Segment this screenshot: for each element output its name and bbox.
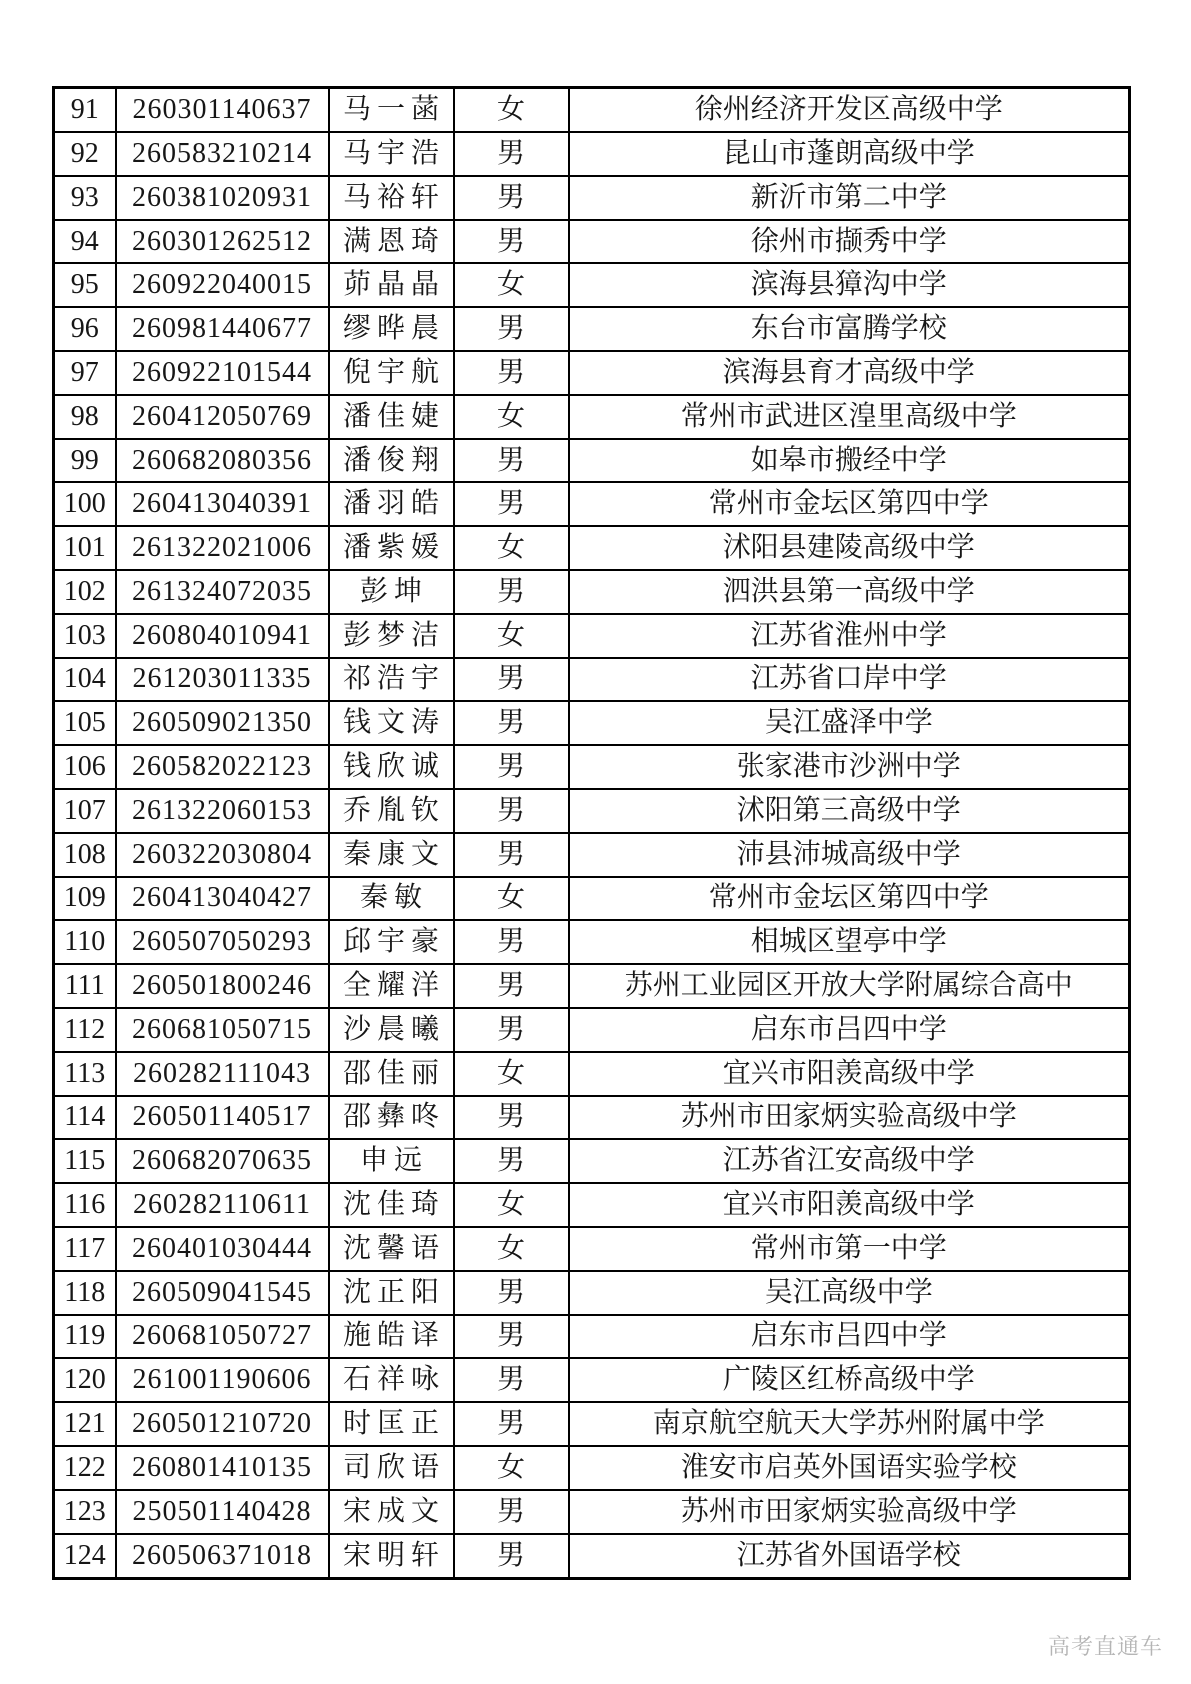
- row-number-cell: 116: [54, 1183, 116, 1227]
- table-row: [54, 351, 1130, 395]
- school-cell: 宜兴市阳羡高级中学: [569, 1052, 1130, 1096]
- exam-number-cell: 260922101544: [116, 351, 329, 395]
- gender-cell: 男: [454, 482, 569, 526]
- school-cell: 广陵区红桥高级中学: [569, 1358, 1130, 1402]
- table-row: [54, 482, 1130, 526]
- table-row: [54, 1052, 1130, 1096]
- row-number-cell: 109: [54, 877, 116, 921]
- gender-cell: 男: [454, 701, 569, 745]
- exam-number-cell: 260801410135: [116, 1446, 329, 1490]
- exam-number-cell: 260507050293: [116, 920, 329, 964]
- exam-number-cell: 260501140517: [116, 1096, 329, 1140]
- row-number-cell: 103: [54, 614, 116, 658]
- gender-cell: 女: [454, 1227, 569, 1271]
- gender-cell: 女: [454, 526, 569, 570]
- student-name-cell: 潘紫媛: [329, 526, 454, 570]
- school-cell: 苏州市田家炳实验高级中学: [569, 1490, 1130, 1534]
- row-number-cell: 104: [54, 658, 116, 702]
- student-name-cell: 宋成文: [329, 1490, 454, 1534]
- student-table-body: [54, 88, 1130, 1579]
- school-cell: 徐州经济开发区高级中学: [569, 88, 1130, 133]
- row-number-cell: 111: [54, 964, 116, 1008]
- table-row: [54, 220, 1130, 264]
- row-number-cell: 123: [54, 1490, 116, 1534]
- gender-cell: 男: [454, 351, 569, 395]
- school-cell: 泗洪县第一高级中学: [569, 570, 1130, 614]
- gender-cell: 男: [454, 1534, 569, 1579]
- student-name-cell: 满恩琦: [329, 220, 454, 264]
- table-row: [54, 132, 1130, 176]
- exam-number-cell: 260922040015: [116, 263, 329, 307]
- gender-cell: 男: [454, 439, 569, 483]
- school-cell: 常州市金坛区第四中学: [569, 482, 1130, 526]
- gender-cell: 男: [454, 570, 569, 614]
- row-number-cell: 118: [54, 1271, 116, 1315]
- row-number-cell: 107: [54, 789, 116, 833]
- exam-number-cell: 261324072035: [116, 570, 329, 614]
- gender-cell: 男: [454, 1139, 569, 1183]
- table-row: [54, 1315, 1130, 1359]
- school-cell: 张家港市沙洲中学: [569, 745, 1130, 789]
- row-number-cell: 102: [54, 570, 116, 614]
- gender-cell: 男: [454, 1315, 569, 1359]
- school-cell: 相城区望亭中学: [569, 920, 1130, 964]
- exam-number-cell: 260412050769: [116, 395, 329, 439]
- student-name-cell: 茆晶晶: [329, 263, 454, 307]
- table-row: [54, 1490, 1130, 1534]
- student-roster-table: [52, 86, 1131, 1580]
- table-row: [54, 1534, 1130, 1579]
- exam-number-cell: 261001190606: [116, 1358, 329, 1402]
- student-name-cell: 邵彝咚: [329, 1096, 454, 1140]
- exam-number-cell: 260282110611: [116, 1183, 329, 1227]
- exam-number-cell: 260381020931: [116, 176, 329, 220]
- row-number-cell: 108: [54, 833, 116, 877]
- school-cell: 滨海县育才高级中学: [569, 351, 1130, 395]
- exam-number-cell: 260413040391: [116, 482, 329, 526]
- school-cell: 新沂市第二中学: [569, 176, 1130, 220]
- exam-number-cell: 260501800246: [116, 964, 329, 1008]
- gender-cell: 女: [454, 88, 569, 133]
- school-cell: 东台市富腾学校: [569, 307, 1130, 351]
- table-row: [54, 1446, 1130, 1490]
- school-cell: 苏州工业园区开放大学附属综合高中: [569, 964, 1130, 1008]
- exam-number-cell: 260582022123: [116, 745, 329, 789]
- exam-number-cell: 261203011335: [116, 658, 329, 702]
- student-name-cell: 钱欣诚: [329, 745, 454, 789]
- row-number-cell: 113: [54, 1052, 116, 1096]
- exam-number-cell: 260682080356: [116, 439, 329, 483]
- exam-number-cell: 260322030804: [116, 833, 329, 877]
- row-number-cell: 93: [54, 176, 116, 220]
- exam-number-cell: 260981440677: [116, 307, 329, 351]
- student-name-cell: 潘羽皓: [329, 482, 454, 526]
- gender-cell: 男: [454, 176, 569, 220]
- student-name-cell: 全耀洋: [329, 964, 454, 1008]
- exam-number-cell: 260681050715: [116, 1008, 329, 1052]
- row-number-cell: 94: [54, 220, 116, 264]
- school-cell: 江苏省外国语学校: [569, 1534, 1130, 1579]
- table-row: [54, 1096, 1130, 1140]
- gender-cell: 男: [454, 658, 569, 702]
- student-name-cell: 秦敏: [329, 877, 454, 921]
- table-row: [54, 526, 1130, 570]
- school-cell: 常州市金坛区第四中学: [569, 877, 1130, 921]
- exam-number-cell: 260583210214: [116, 132, 329, 176]
- school-cell: 苏州市田家炳实验高级中学: [569, 1096, 1130, 1140]
- student-name-cell: 沈佳琦: [329, 1183, 454, 1227]
- gender-cell: 男: [454, 789, 569, 833]
- student-name-cell: 缪晔晨: [329, 307, 454, 351]
- student-name-cell: 邱宇豪: [329, 920, 454, 964]
- school-cell: 滨海县獐沟中学: [569, 263, 1130, 307]
- student-name-cell: 沈正阳: [329, 1271, 454, 1315]
- row-number-cell: 91: [54, 88, 116, 133]
- exam-number-cell: 260301140637: [116, 88, 329, 133]
- school-cell: 吴江高级中学: [569, 1271, 1130, 1315]
- exam-number-cell: 260682070635: [116, 1139, 329, 1183]
- table-row: [54, 1139, 1130, 1183]
- table-row: [54, 789, 1130, 833]
- school-cell: 如皋市搬经中学: [569, 439, 1130, 483]
- table-row: [54, 1183, 1130, 1227]
- student-name-cell: 潘俊翔: [329, 439, 454, 483]
- student-name-cell: 马一菡: [329, 88, 454, 133]
- row-number-cell: 124: [54, 1534, 116, 1579]
- table-row: [54, 395, 1130, 439]
- table-row: [54, 920, 1130, 964]
- exam-number-cell: 260509021350: [116, 701, 329, 745]
- gender-cell: 男: [454, 307, 569, 351]
- student-name-cell: 司欣语: [329, 1446, 454, 1490]
- gender-cell: 男: [454, 1402, 569, 1446]
- gender-cell: 男: [454, 920, 569, 964]
- student-name-cell: 彭坤: [329, 570, 454, 614]
- school-cell: 江苏省江安高级中学: [569, 1139, 1130, 1183]
- school-cell: 南京航空航天大学苏州附属中学: [569, 1402, 1130, 1446]
- row-number-cell: 99: [54, 439, 116, 483]
- student-name-cell: 潘佳婕: [329, 395, 454, 439]
- row-number-cell: 100: [54, 482, 116, 526]
- table-row: [54, 570, 1130, 614]
- row-number-cell: 117: [54, 1227, 116, 1271]
- gender-cell: 男: [454, 1008, 569, 1052]
- student-name-cell: 申远: [329, 1139, 454, 1183]
- table-row: [54, 307, 1130, 351]
- table-row: [54, 964, 1130, 1008]
- gender-cell: 女: [454, 1446, 569, 1490]
- school-cell: 沛县沛城高级中学: [569, 833, 1130, 877]
- gender-cell: 男: [454, 1271, 569, 1315]
- student-name-cell: 钱文涛: [329, 701, 454, 745]
- row-number-cell: 98: [54, 395, 116, 439]
- row-number-cell: 112: [54, 1008, 116, 1052]
- exam-number-cell: 260413040427: [116, 877, 329, 921]
- student-name-cell: 彭梦洁: [329, 614, 454, 658]
- gender-cell: 女: [454, 1052, 569, 1096]
- gender-cell: 男: [454, 833, 569, 877]
- student-name-cell: 沈馨语: [329, 1227, 454, 1271]
- table-row: [54, 439, 1130, 483]
- row-number-cell: 97: [54, 351, 116, 395]
- exam-number-cell: 260804010941: [116, 614, 329, 658]
- watermark-text: 高考直通车: [1047, 1634, 1163, 1659]
- school-cell: 江苏省口岸中学: [569, 658, 1130, 702]
- table-row: [54, 658, 1130, 702]
- school-cell: 沭阳第三高级中学: [569, 789, 1130, 833]
- school-cell: 江苏省淮州中学: [569, 614, 1130, 658]
- student-name-cell: 时匡正: [329, 1402, 454, 1446]
- table-row: [54, 1008, 1130, 1052]
- row-number-cell: 110: [54, 920, 116, 964]
- row-number-cell: 119: [54, 1315, 116, 1359]
- student-name-cell: 倪宇航: [329, 351, 454, 395]
- exam-number-cell: 260501210720: [116, 1402, 329, 1446]
- exam-number-cell: 261322021006: [116, 526, 329, 570]
- row-number-cell: 96: [54, 307, 116, 351]
- row-number-cell: 106: [54, 745, 116, 789]
- gender-cell: 男: [454, 745, 569, 789]
- row-number-cell: 105: [54, 701, 116, 745]
- table-row: [54, 1402, 1130, 1446]
- table-row: [54, 1358, 1130, 1402]
- student-name-cell: 邵佳丽: [329, 1052, 454, 1096]
- table-row: [54, 263, 1130, 307]
- student-name-cell: 祁浩宇: [329, 658, 454, 702]
- school-cell: 昆山市蓬朗高级中学: [569, 132, 1130, 176]
- gender-cell: 女: [454, 877, 569, 921]
- table-row: [54, 1271, 1130, 1315]
- gender-cell: 女: [454, 263, 569, 307]
- table-row: [54, 701, 1130, 745]
- student-name-cell: 马宇浩: [329, 132, 454, 176]
- school-cell: 徐州市撷秀中学: [569, 220, 1130, 264]
- gender-cell: 男: [454, 1490, 569, 1534]
- exam-number-cell: 260681050727: [116, 1315, 329, 1359]
- row-number-cell: 115: [54, 1139, 116, 1183]
- student-name-cell: 沙晨曦: [329, 1008, 454, 1052]
- row-number-cell: 101: [54, 526, 116, 570]
- table-row: [54, 833, 1130, 877]
- exam-number-cell: 260282111043: [116, 1052, 329, 1096]
- table-row: [54, 745, 1130, 789]
- exam-number-cell: 260301262512: [116, 220, 329, 264]
- gender-cell: 男: [454, 1358, 569, 1402]
- student-name-cell: 石祥咏: [329, 1358, 454, 1402]
- exam-number-cell: 261322060153: [116, 789, 329, 833]
- gender-cell: 女: [454, 395, 569, 439]
- school-cell: 启东市吕四中学: [569, 1315, 1130, 1359]
- table-row: [54, 176, 1130, 220]
- gender-cell: 男: [454, 964, 569, 1008]
- exam-number-cell: 250501140428: [116, 1490, 329, 1534]
- table-row: [54, 614, 1130, 658]
- student-name-cell: 乔胤钦: [329, 789, 454, 833]
- row-number-cell: 92: [54, 132, 116, 176]
- gender-cell: 女: [454, 1183, 569, 1227]
- student-name-cell: 施皓译: [329, 1315, 454, 1359]
- exam-number-cell: 260506371018: [116, 1534, 329, 1579]
- student-name-cell: 秦康文: [329, 833, 454, 877]
- school-cell: 淮安市启英外国语实验学校: [569, 1446, 1130, 1490]
- gender-cell: 男: [454, 1096, 569, 1140]
- row-number-cell: 114: [54, 1096, 116, 1140]
- student-name-cell: 马裕轩: [329, 176, 454, 220]
- school-cell: 沭阳县建陵高级中学: [569, 526, 1130, 570]
- row-number-cell: 95: [54, 263, 116, 307]
- student-name-cell: 宋明轩: [329, 1534, 454, 1579]
- school-cell: 吴江盛泽中学: [569, 701, 1130, 745]
- gender-cell: 男: [454, 132, 569, 176]
- gender-cell: 女: [454, 614, 569, 658]
- gender-cell: 男: [454, 220, 569, 264]
- exam-number-cell: 260401030444: [116, 1227, 329, 1271]
- school-cell: 常州市第一中学: [569, 1227, 1130, 1271]
- table-row: [54, 88, 1130, 133]
- row-number-cell: 122: [54, 1446, 116, 1490]
- table-row: [54, 877, 1130, 921]
- school-cell: 常州市武进区湟里高级中学: [569, 395, 1130, 439]
- school-cell: 启东市吕四中学: [569, 1008, 1130, 1052]
- exam-number-cell: 260509041545: [116, 1271, 329, 1315]
- row-number-cell: 121: [54, 1402, 116, 1446]
- table-row: [54, 1227, 1130, 1271]
- school-cell: 宜兴市阳羡高级中学: [569, 1183, 1130, 1227]
- row-number-cell: 120: [54, 1358, 116, 1402]
